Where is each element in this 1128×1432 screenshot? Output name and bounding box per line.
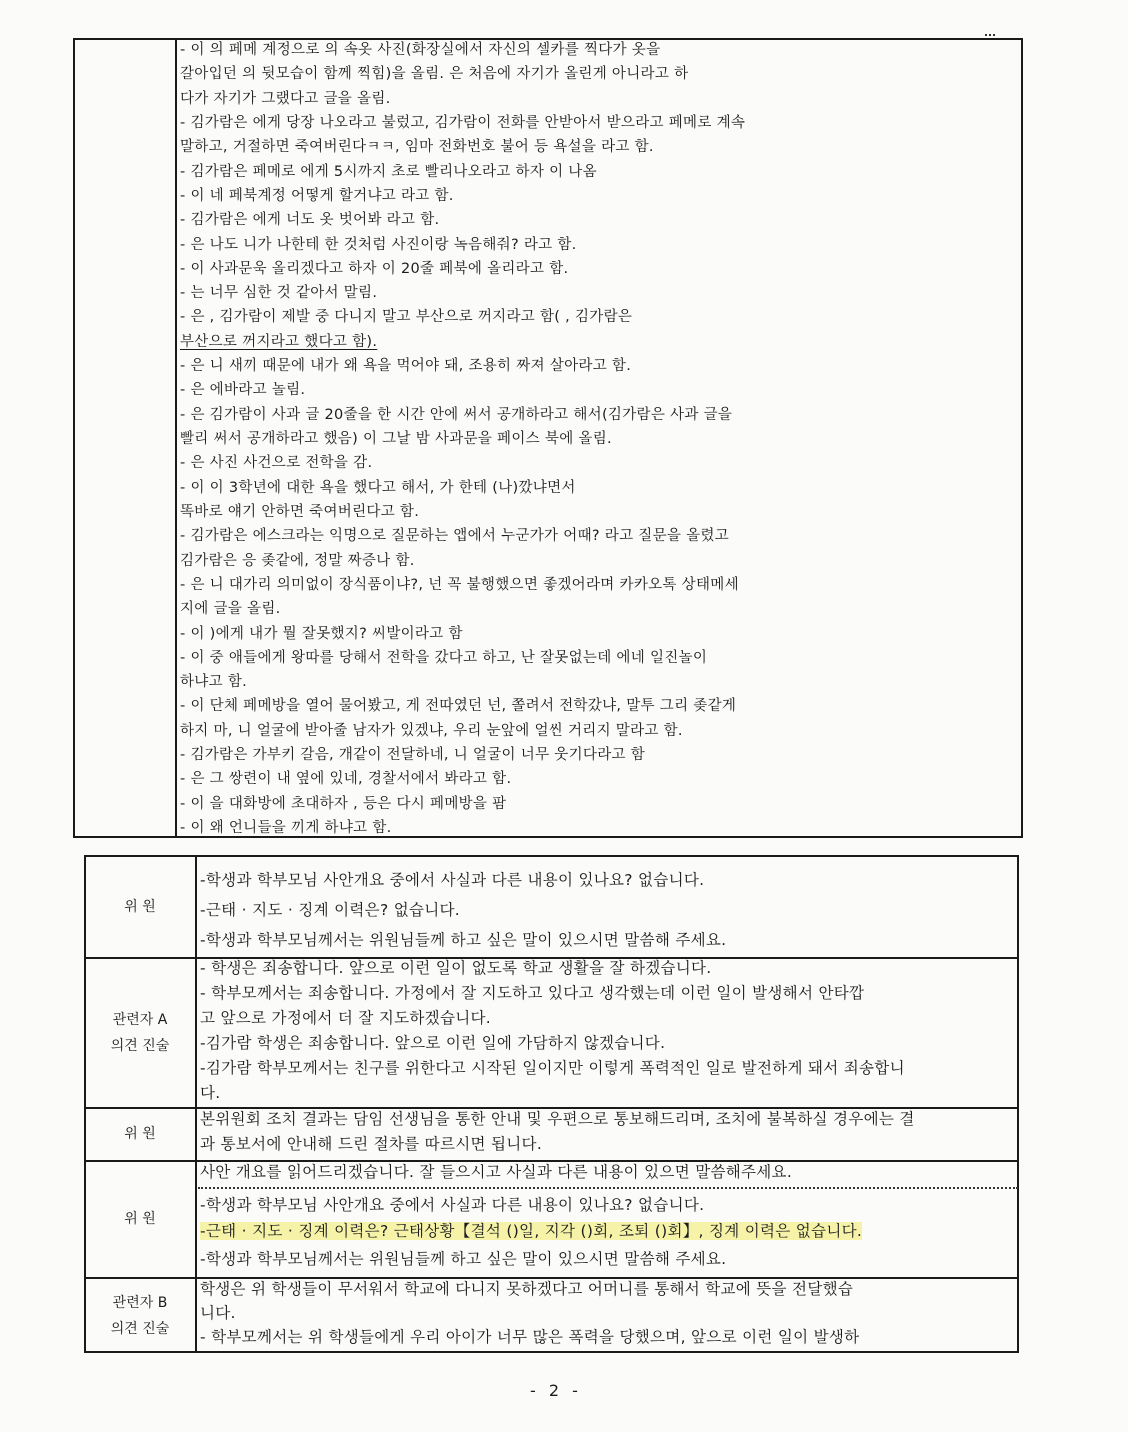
- statement-box-divider: [175, 38, 177, 838]
- statement-line: 부산으로 꺼지라고 했다고 함).: [180, 334, 378, 350]
- statement-line: - 은 김가람이 사과 글 20줄을 한 시간 안에 써서 공개하라고 해서(김가람은 사과 글을: [180, 407, 733, 423]
- statement-line: - 이 사과문욱 올리겠다고 하자 이 20줄 페북에 올리라고 함.: [180, 261, 569, 277]
- table-line: - 학부모께서는 위 학생들에게 우리 아이가 너무 많은 폭력을 당했으며, 앞으로 이런 일이 발생하: [200, 1328, 860, 1346]
- statement-line: 말하고, 거절하면 죽여버린다ㅋㅋ, 임마 전화번호 불어 등 욕설을 라고 함.: [180, 139, 654, 155]
- statement-line: - 김가람은 페메로 에게 5시까지 초로 빨리나오라고 하자 이 나옴: [180, 164, 597, 180]
- row-label-committee: [86, 1109, 194, 1159]
- statement-line: - 은 나도 니가 나한테 한 것처럼 사진이랑 녹음해줘? 라고 함.: [180, 237, 577, 253]
- row-label-party-b: [86, 1279, 194, 1352]
- table-line: 본위원회 조치 결과는 담임 선생님을 통한 안내 및 우편으로 통보해드리며, 조치에 불복하실 경우에는 결: [200, 1110, 915, 1128]
- table-line: -학생과 학부모님 사안개요 중에서 사실과 다른 내용이 있나요? 없습니다.: [200, 871, 705, 889]
- statement-line: 빨리 써서 공개하라고 했음) 이 그날 밤 사과문을 페이스 북에 올림.: [180, 431, 612, 447]
- statement-line: 갈아입던 의 뒷모습이 함께 찍힘)을 올림. 은 처음에 자기가 올린게 아니라고 하: [180, 66, 689, 82]
- table-line: -학생과 학부모님께서는 위원님들께 하고 싶은 말이 있으시면 말씀해 주세요.: [200, 1250, 727, 1268]
- statement-line: 김가람은 응 좆같에, 정말 짜증나 함.: [180, 553, 415, 569]
- row-label-text: 위 원: [124, 1211, 156, 1227]
- statement-line: 하냐고 함.: [180, 674, 248, 690]
- table-line: -김가람 학생은 죄송합니다. 앞으로 이런 일에 가담하지 않겠습니다.: [200, 1034, 666, 1052]
- table-line: -학생과 학부모님께서는 위원님들께 하고 싶은 말이 있으시면 말씀해 주세요.: [200, 931, 727, 949]
- statement-line: - 이 )에게 내가 뭘 잘못했지? 씨발이라고 함: [180, 626, 463, 642]
- statement-line: - 이 왜 언니들을 끼게 하냐고 함.: [180, 820, 392, 836]
- statement-line: - 은 니 새끼 때문에 내가 왜 욕을 먹어야 돼, 조용히 짜져 살아라고 함.: [180, 358, 632, 374]
- row-label-committee: [86, 857, 194, 957]
- table-line: 학생은 위 학생들이 무서워서 학교에 다니지 못하겠다고 어머니를 통해서 학교에 뜻을 전달했습: [200, 1280, 854, 1298]
- table-line: - 학부모께서는 죄송합니다. 가정에서 잘 지도하고 있다고 생각했는데 이런 일이 발생해서 안타깝: [200, 984, 865, 1002]
- highlighted-text: -근태 · 지도 · 징계 이력은? 근태상황【결석 ()일, 지각 ()회, 조퇴 ()회】, 징계 이력은 없습니다.: [200, 1222, 863, 1240]
- statement-line: - 은 사진 사건으로 전학을 감.: [180, 455, 373, 471]
- dotted-separator: [198, 1187, 1018, 1189]
- statement-line: - 은 , 김가람이 제발 중 다니지 말고 부산으로 꺼지라고 함( , 김가람은: [180, 309, 633, 325]
- row-label-text: 관련자 B: [112, 1294, 168, 1311]
- statement-line: - 이 을 대화방에 초대하자 , 등은 다시 페메방을 팜: [180, 796, 507, 812]
- row-label-text: 위 원: [124, 1126, 156, 1142]
- row-label-party-a: [86, 959, 194, 1106]
- table-line: 과 통보서에 안내해 드린 절차를 따르시면 됩니다.: [200, 1135, 543, 1153]
- row-label-text: 의견 진술: [110, 1320, 170, 1337]
- statement-line: - 김가람은 가부키 갈음, 개같이 전달하네, 니 얼굴이 너무 웃기다라고 함: [180, 747, 646, 763]
- statement-line: 지에 글을 올림.: [180, 601, 281, 617]
- statement-line: - 는 너무 심한 것 같아서 말림.: [180, 285, 378, 301]
- table-line: [200, 1221, 862, 1241]
- statement-line: - 이 이 3학년에 대한 욕을 했다고 해서, 가 한테 (나)깠냐면서: [180, 480, 576, 496]
- statement-line: - 은 에바라고 놀림.: [180, 382, 306, 398]
- statement-line: - 김가람은 에게 너도 옷 벗어봐 라고 함.: [180, 212, 440, 228]
- statement-top-dotted: [985, 34, 995, 36]
- row-label-committee: [86, 1162, 194, 1276]
- statement-line: - 이 단체 페메방을 열어 물어봤고, 게 전따였던 넌, 쫄려서 전학갔냐, 말투 그리 좆같게: [180, 698, 737, 714]
- table-line: -근태 · 지도 · 징계 이력은? 없습니다.: [200, 901, 461, 919]
- statement-line: 똑바로 얘기 안하면 죽여버린다고 함.: [180, 504, 420, 520]
- statement-line: - 김가람은 에스크라는 익명으로 질문하는 앱에서 누군가가 어때? 라고 질문을 올렸고: [180, 528, 730, 544]
- statement-line: - 이 중 애들에게 왕따를 당해서 전학을 갔다고 하고, 난 잘못없는데 에네 일진놀이: [180, 650, 708, 666]
- row-label-text: 위 원: [124, 899, 156, 915]
- table-line: 고 앞으로 가정에서 더 잘 지도하겠습니다.: [200, 1009, 492, 1027]
- table-line: -학생과 학부모님 사안개요 중에서 사실과 다른 내용이 있나요? 없습니다.: [200, 1196, 705, 1214]
- statement-line: - 이 네 페북계정 어떻게 할거냐고 라고 함.: [180, 188, 454, 204]
- table-line: 다.: [200, 1084, 221, 1102]
- row-label-text: 관련자 A: [112, 1011, 168, 1028]
- table-line: -김가람 학부모께서는 친구를 위한다고 시작된 일이지만 이렇게 폭력적인 일로 발전하게 돼서 죄송합니: [200, 1059, 905, 1077]
- statement-line: - 이 의 페메 계정으로 의 속옷 사진(화장실에서 자신의 셀카를 찍다가 옷을: [180, 42, 661, 58]
- table-line: 니다.: [200, 1304, 236, 1322]
- row-label-text: 의견 진술: [110, 1037, 170, 1054]
- table-line: 사안 개요를 읽어드리겠습니다. 잘 들으시고 사실과 다른 내용이 있으면 말씀해주세요.: [200, 1163, 793, 1181]
- statement-line: - 김가람은 에게 당장 나오라고 불렀고, 김가람이 전화를 안받아서 받으라고 페메로 계속: [180, 115, 746, 131]
- statement-line: - 은 그 쌍련이 내 옆에 있네, 경찰서에서 봐라고 함.: [180, 771, 512, 787]
- table-line: - 학생은 죄송합니다. 앞으로 이런 일이 없도록 학교 생활을 잘 하겠습니다.: [200, 959, 712, 977]
- statement-line: 다가 자기가 그랬다고 글을 올림.: [180, 91, 391, 107]
- statement-line: 하지 마, 니 얼굴에 받아줄 남자가 있겠냐, 우리 눈앞에 얼씬 거리지 말라고 함.: [180, 723, 683, 739]
- page-number: - 2 -: [530, 1381, 582, 1400]
- statement-line: - 은 니 대가리 의미없이 장식품이냐?, 넌 꼭 불행했으면 좋겠어라며 카카오톡 상태메세: [180, 577, 739, 593]
